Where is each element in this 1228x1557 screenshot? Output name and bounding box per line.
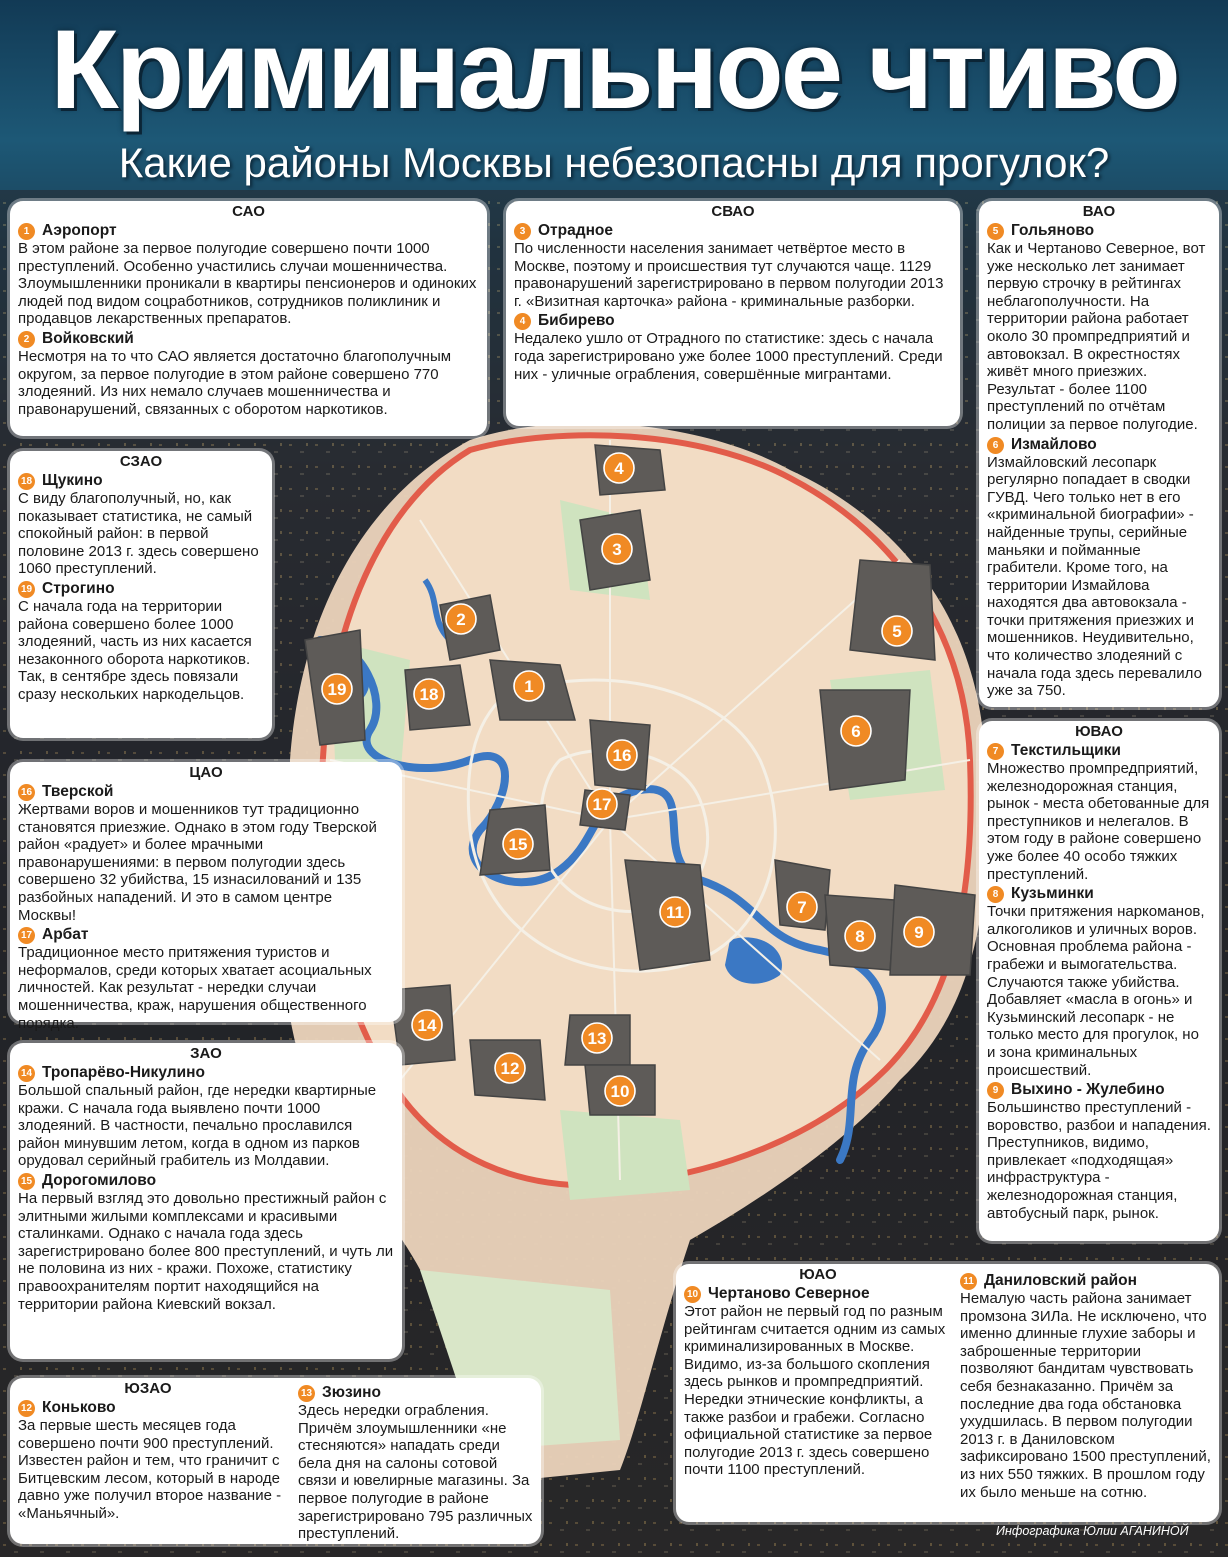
district-name: Отрадное (538, 222, 614, 239)
map-marker-5 (882, 616, 912, 646)
district-number-badge: 1 (18, 223, 35, 240)
map-marker-1 (514, 671, 544, 701)
district-title (684, 1284, 946, 1303)
map-marker-3 (602, 534, 632, 564)
card-vao (979, 201, 1219, 707)
map-marker-10 (605, 1076, 635, 1106)
marker-label: 8 (855, 927, 865, 946)
map-marker-17 (587, 789, 617, 819)
map-marker-7 (787, 892, 817, 922)
map-marker-18 (414, 679, 444, 709)
district-title (18, 1398, 286, 1417)
district-name: Войковский (42, 329, 134, 347)
marker-label: 14 (417, 1016, 437, 1035)
district-name: Гольяново (1011, 222, 1095, 239)
map-marker-4 (604, 453, 634, 483)
card-cao (10, 762, 402, 1032)
district-number-badge: 12 (18, 1400, 35, 1417)
card-yuvao (979, 721, 1219, 1241)
district-description: Традиционное место притяжения туристов и неформалов, среди которых хватает асоциальных личностей. Как результат - нередки случаи мошенничества, краж, нарушения общественного порядка. (18, 944, 372, 1032)
district-title (18, 329, 479, 348)
district-title (18, 925, 394, 944)
district-number-badge: 2 (18, 331, 35, 348)
district-name: Выхино - Жулебино (1011, 1081, 1165, 1099)
district-number-badge: 16 (18, 784, 35, 801)
district-description: Немалую часть района занимает промзона ЗИЛа. Не исключено, что именно длинные глухие заборы и заброшенные территории позволяют бандитам чувствовать себя безнаказанно. Причём за последние два года обстановка ухудшилась. В первом полугодии 2013 г. в Даниловском зафиксировано 1500 преступлений, из них 550 тяжких. В прошлом году их было меньше на сотню. (960, 1290, 1211, 1501)
okrug-name: ЮВАО (1075, 723, 1123, 740)
district-number-badge: 17 (18, 927, 35, 944)
okrug-name: САО (232, 203, 265, 220)
marker-label: 7 (797, 898, 807, 917)
card-yuao (676, 1264, 1219, 1522)
district-title (18, 1171, 394, 1190)
district-description: Измайловский лесопарк регулярно попадает в сводки ГУВД. Чего только нет в его «криминальной биографии» - найденные трупы, серийные маньяки и пойманные грабители. Кроме того, на территории Измайлова находятся два автовокзала - точки притяжения приезжих и мошенников. Неудивительно, что количество злодеяний с начала года здесь перевалило уже за 750. (987, 453, 1202, 700)
map-marker-11 (660, 897, 690, 927)
marker-label: 19 (327, 680, 347, 699)
map-marker-2 (446, 604, 476, 634)
marker-label: 13 (587, 1029, 607, 1048)
card-yuzao (10, 1378, 541, 1544)
marker-label: 4 (614, 459, 624, 478)
district-name: Тверской (42, 783, 114, 800)
district-name: Бибирево (538, 312, 615, 330)
district-description: Большой спальный район, где нередки квартирные кражи. С начала года выявлено почти 1000 злодеяний. В частности, печально прославился район минувшим летом, когда в одном из парков орудовал серийный грабитель из Молдавии. (18, 1082, 377, 1170)
district-description: Точки притяжения наркоманов, алкоголиков и уличных воров. Основная проблема района - грабежи и вымогательства. Случаются также убийства. Добавляет «масла в огонь» и Кузьминский лесопарк - не только место для прогулок, но и зона криминальных происшествий. (987, 903, 1205, 1079)
district-description: По численности населения занимает четвёртое место в Москве, поэтому и происшествия тут случаются чаще. 1129 правонарушений зарегистрировано в первом полугодии 2013 г. «Визитная карточка» района - криминальные разборки. (514, 240, 944, 310)
district-name: Чертаново Северное (708, 1285, 870, 1302)
marker-label: 15 (508, 835, 528, 854)
district-title (18, 221, 479, 240)
card-szao (10, 451, 272, 738)
district-title (18, 471, 264, 490)
district-name: Текстильщики (1011, 742, 1121, 759)
okrug-name: СЗАО (119, 453, 163, 470)
marker-label: 18 (419, 685, 439, 704)
district-number-badge: 14 (18, 1065, 35, 1082)
map-marker-14 (412, 1010, 442, 1040)
district-name: Кузьминки (1011, 885, 1094, 903)
map-marker-8 (845, 921, 875, 951)
okrug-name: ЮАО (799, 1266, 837, 1283)
district-title (514, 311, 952, 330)
district-title (987, 884, 1211, 903)
district-title (987, 221, 1211, 240)
marker-label: 2 (456, 610, 466, 629)
map-marker-9 (904, 917, 934, 947)
district-description: Как и Чертаново Северное, вот уже несколько лет занимает первую строчку в рейтингах неблагополучности. На территории района работает около 30 промпредприятий и автовокзал. В окрестностях живёт много приезжих. Результат - более 1100 преступлений по отчётам полиции за первое полугодие. (987, 240, 1206, 433)
marker-label: 1 (524, 677, 534, 696)
card-sao (10, 201, 487, 436)
district-number-badge: 19 (18, 581, 35, 598)
district-name: Даниловский район (984, 1272, 1137, 1289)
district-description: Недалеко ушло от Отрадного по статистике: здесь с начала года зарегистрировано уже более 1000 преступлений. Среди них - уличные ограбления, совершённые мигрантами. (514, 330, 943, 383)
district-number-badge: 15 (18, 1173, 35, 1190)
credit-line: Инфографика Юлии АГАНИНОЙ (996, 1524, 1189, 1538)
district-title (987, 435, 1211, 454)
district-title (987, 1080, 1211, 1099)
district-column (960, 1270, 1212, 1501)
district-title (18, 579, 264, 598)
district-name: Измайлово (1011, 435, 1097, 453)
page-title: Криминальное чтиво (50, 7, 1178, 132)
map-marker-13 (582, 1023, 612, 1053)
district-description: Жертвами воров и мошенников тут традиционно становятся приезжие. Однако в этом году Тверской район «радует» и более мрачными правонарушениями: в первом полугодии здесь совершено 32 убийства, 15 изнасилований и 135 разбойных нападений. И это в самом центре Москвы! (18, 801, 377, 924)
district-description: Множество промпредприятий, железнодорожная станция, рынок - места обетованные для преступников и нелегалов. В этом году в районе совершено уже более 40 особо тяжких преступлений. (987, 760, 1210, 883)
marker-label: 17 (592, 795, 612, 814)
district-column (298, 1382, 534, 1543)
district-description: На первый взгляд это довольно престижный район с элитными жилыми комплексами и красивыми сталинками. Однако с начала года здесь зарегистрировано более 800 преступлений, и чуть ли не половина из них - кражи. Похоже, статистику правоохранителям портит находящийся на территории района Киевский вокзал. (18, 1189, 394, 1313)
district-number-badge: 4 (514, 313, 531, 330)
marker-label: 6 (851, 722, 861, 741)
marker-label: 11 (666, 903, 684, 922)
district-title (960, 1271, 1212, 1290)
district-name: Аэропорт (42, 222, 117, 239)
district-description: Здесь нередки ограбления. Причём злоумышленники «не стесняются» нападать среди бела дня на салоны сотовой связи и ювелирные магазины. За первое полугодие в районе зарегистрировано 795 различных преступлений. (298, 1402, 533, 1543)
district-number-badge: 13 (298, 1385, 315, 1402)
marker-label: 3 (612, 540, 622, 559)
district-description: С виду благополучный, но, как показывает статистика, не самый спокойный район: в первой половине 2013 г. здесь совершено 1060 преступлений. (18, 490, 259, 578)
district-name: Зюзино (322, 1384, 382, 1401)
district-number-badge: 10 (684, 1286, 701, 1303)
park-area (560, 1110, 690, 1200)
map-marker-16 (607, 740, 637, 770)
district-number-badge: 5 (987, 223, 1004, 240)
district-description: Большинство преступлений - воровство, разбои и нападения. Преступников, видимо, привлекает «подходящая» инфраструктура - железнодорожная станция, автобусный парк, рынок. (987, 1099, 1211, 1222)
district-name: Арбат (42, 926, 89, 944)
district-description: Несмотря на то что САО является достаточно благополучным округом, за первое полугодие в этом районе совершено 770 злодеяний. Из них немало случаев мошенничества и правонарушений, связанных с оборотом наркотиков. (18, 347, 452, 418)
district-column (684, 1283, 946, 1479)
card-zao (10, 1043, 402, 1359)
district-description: За первые шесть месяцев года совершено почти 900 преступлений. Известен район и тем, что граничит с Битцевским лесом, который в народе давно уже получил второе название - «Маньячный». (18, 1417, 282, 1522)
page-subtitle: Какие районы Москвы небезопасны для прогулок? (118, 139, 1110, 186)
map-marker-15 (503, 829, 533, 859)
district-number-badge: 8 (987, 886, 1004, 903)
map-marker-19 (322, 674, 352, 704)
marker-label: 5 (892, 622, 902, 641)
district-description: Этот район не первый год по разным рейтингам считается одним из самых криминализированных в Москве. Видимо, из-за большого скопления здесь рынков и промпредприятий. Нередки этнические конфликты, а также разбои и грабежи. Согласно официальной статистике за первое полугодие 2013 г. здесь совершено почти 1100 преступлений. (684, 1303, 946, 1479)
card-svao (506, 201, 960, 426)
district-number-badge: 7 (987, 743, 1004, 760)
district-description: В этом районе за первое полугодие совершено почти 1000 преступлений. Особенно участились случаи мошенничества. Злоумышленники проникали в квартиры пенсионеров и одиноких людей под видом соцработников, сотрудников поликлиник и продавцов лекарственных препаратов. (18, 240, 477, 328)
district-title (514, 221, 952, 240)
district-title (987, 741, 1211, 760)
district-name: Строгино (42, 579, 115, 597)
marker-label: 12 (500, 1059, 520, 1078)
district-title (18, 1063, 394, 1082)
district-title (298, 1383, 534, 1402)
district-number-badge: 11 (960, 1273, 977, 1290)
district-name: Тропарёво-Никулино (42, 1064, 205, 1081)
okrug-name: ЦАО (189, 764, 223, 781)
district-number-badge: 3 (514, 223, 531, 240)
district-number-badge: 6 (987, 437, 1004, 454)
district-name: Дорогомилово (42, 1171, 157, 1189)
okrug-name: ЮЗАО (124, 1380, 172, 1397)
district-number-badge: 9 (987, 1082, 1004, 1099)
marker-label: 10 (610, 1082, 630, 1101)
map-marker-6 (841, 716, 871, 746)
marker-label: 16 (612, 746, 632, 765)
marker-label: 9 (914, 923, 924, 942)
okrug-name: СВАО (711, 203, 755, 220)
district-description: С начала года на территории района совершено более 1000 злодеяний, часть из них касается незаконного оборота наркотиков. Так, в сентябре здесь повязали сразу нескольких наркодельцов. (18, 597, 252, 703)
district-number-badge: 18 (18, 473, 35, 490)
district-title (18, 782, 394, 801)
map-marker-12 (495, 1053, 525, 1083)
okrug-name: ВАО (1082, 203, 1116, 220)
district-name: Коньково (42, 1399, 116, 1416)
okrug-name: ЗАО (190, 1045, 222, 1062)
district-name: Щукино (42, 472, 103, 489)
district-column (18, 1397, 286, 1523)
